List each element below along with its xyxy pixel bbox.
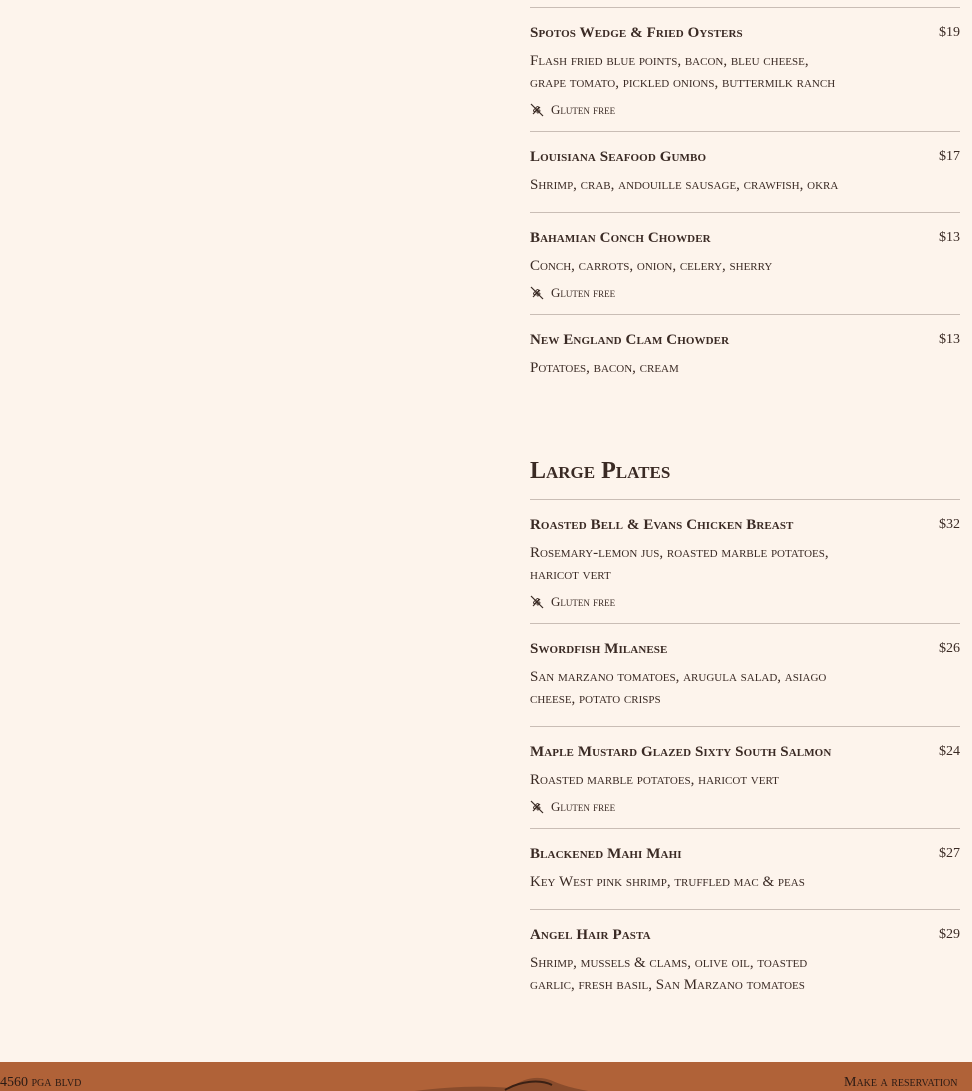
tag-label: Gluten free <box>551 594 616 609</box>
item-price: $19 <box>939 25 960 40</box>
item-description <box>530 357 890 379</box>
tag-label: Gluten free <box>551 285 616 300</box>
item-description <box>530 871 890 893</box>
menu-item-spotos-wedge <box>530 24 960 132</box>
menu-item-salmon <box>530 743 960 829</box>
menu-item-clam-chowder <box>530 331 960 391</box>
item-price: $27 <box>939 846 960 861</box>
menu-item-swordfish-milanese <box>530 640 960 727</box>
item-price: $24 <box>939 744 960 759</box>
menu-item-seafood-gumbo <box>530 148 960 213</box>
gluten-free-tag <box>530 285 615 301</box>
description-line: cheese, potato crisps <box>530 691 661 707</box>
item-name: Swordfish Milanese <box>530 641 668 657</box>
description-line: Potatoes, bacon, cream <box>530 360 679 376</box>
description-line: San marzano tomatoes, arugula salad, asiago <box>530 669 827 685</box>
tag-label: Gluten free <box>551 102 616 117</box>
description-line: Roasted marble potatoes, haricot vert <box>530 772 779 788</box>
item-description <box>530 952 890 996</box>
item-name: New England Clam Chowder <box>530 332 730 348</box>
menu-item-chicken-breast <box>530 516 960 624</box>
item-price: $29 <box>939 927 960 942</box>
gluten-free-tag <box>530 799 615 815</box>
item-name: Bahamian Conch Chowder <box>530 230 711 246</box>
item-description <box>530 769 890 791</box>
item-price: $32 <box>939 517 960 532</box>
item-description <box>530 50 890 94</box>
item-name: Roasted Bell & Evans Chicken Breast <box>530 517 794 533</box>
menu-item-conch-chowder <box>530 229 960 315</box>
gluten-free-icon <box>530 595 544 609</box>
item-price: $26 <box>939 641 960 656</box>
item-description <box>530 255 890 277</box>
gluten-free-icon <box>530 800 544 814</box>
description-line: Shrimp, mussels & clams, olive oil, toasted <box>530 955 808 971</box>
item-price: $13 <box>939 332 960 347</box>
footer <box>0 1062 972 1091</box>
item-description <box>530 174 960 196</box>
gluten-free-icon <box>530 286 544 300</box>
gluten-free-tag <box>530 594 615 610</box>
item-name: Angel Hair Pasta <box>530 927 651 943</box>
item-price: $13 <box>939 230 960 245</box>
description-line: Flash fried blue points, bacon, bleu cheese, <box>530 53 809 69</box>
description-line: haricot vert <box>530 567 611 583</box>
item-name: Maple Mustard Glazed Sixty South Salmon <box>530 744 832 760</box>
gluten-free-icon <box>530 103 544 117</box>
description-line: Shrimp, crab, andouille sausage, crawfish, okra <box>530 177 839 193</box>
item-name: Blackened Mahi Mahi <box>530 846 682 862</box>
menu-item-mahi-mahi <box>530 845 960 910</box>
item-description <box>530 666 890 710</box>
menu-item-angel-hair-pasta <box>530 926 960 1006</box>
restaurant-logo[interactable] <box>400 1073 600 1091</box>
description-line: garlic, fresh basil, San Marzano tomatoes <box>530 977 805 993</box>
divider <box>530 7 960 8</box>
item-price: $17 <box>939 149 960 164</box>
make-reservation-link[interactable]: Make a reservation <box>844 1075 958 1090</box>
gluten-free-tag <box>530 102 615 118</box>
item-name: Spotos Wedge & Fried Oysters <box>530 25 743 41</box>
description-line: Key West pink shrimp, truffled mac & peas <box>530 874 805 890</box>
section-heading: Large Plates <box>530 458 671 484</box>
item-description <box>530 542 890 586</box>
tag-label: Gluten free <box>551 799 616 814</box>
divider <box>530 499 960 500</box>
item-name: Louisiana Seafood Gumbo <box>530 149 707 165</box>
description-line: Rosemary-lemon jus, roasted marble potatoes, <box>530 545 829 561</box>
footer-address-link[interactable]: 4560 pga blvd <box>0 1075 82 1090</box>
description-line: Conch, carrots, onion, celery, sherry <box>530 258 773 274</box>
description-line: grape tomato, pickled onions, buttermilk ranch <box>530 75 836 91</box>
